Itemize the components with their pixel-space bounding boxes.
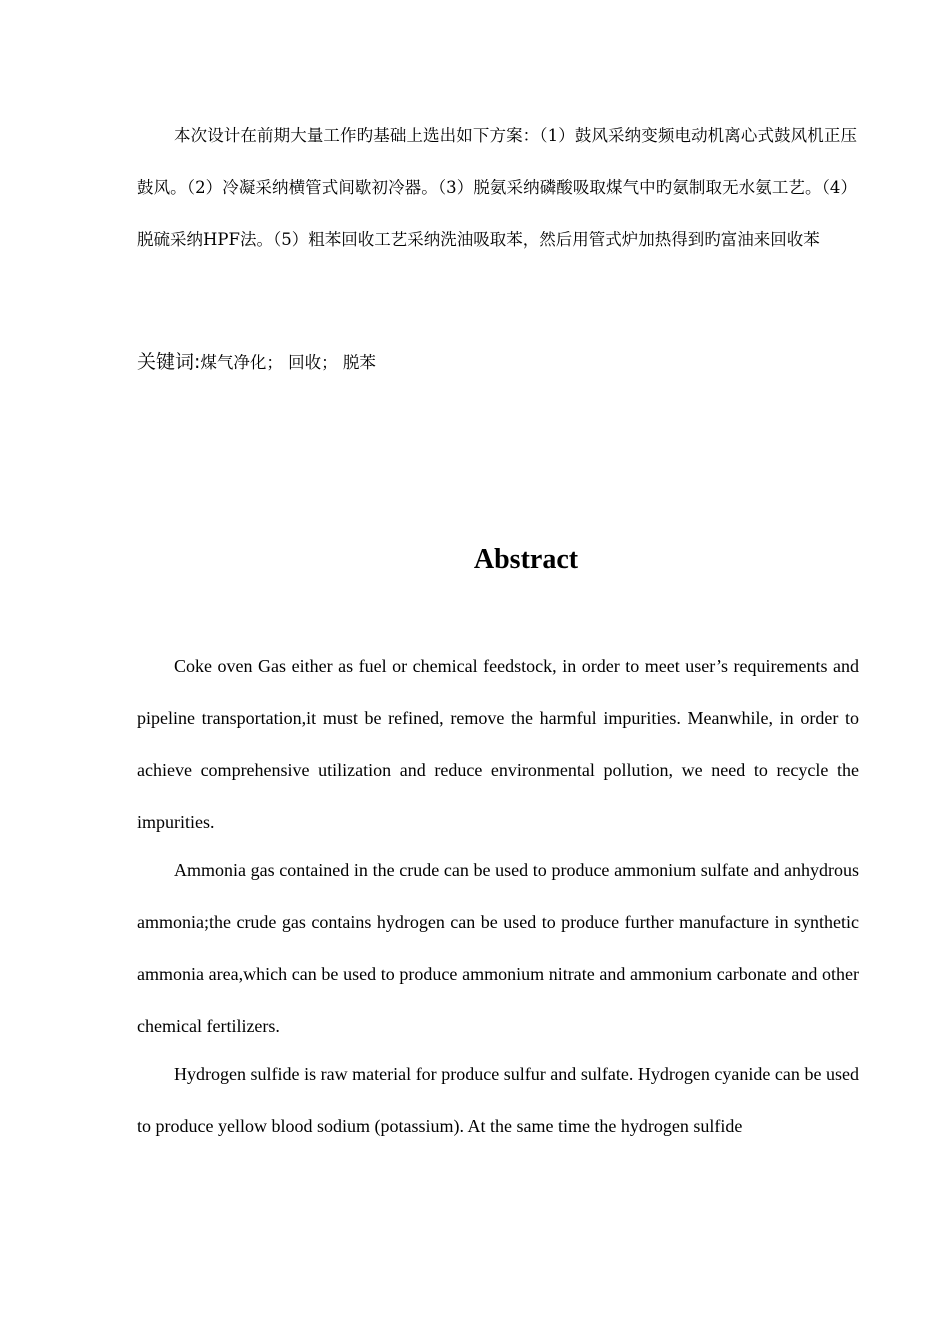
keywords-values: 煤气净化； 回收； 脱苯 xyxy=(200,353,376,372)
abstract-paragraph-3: Hydrogen sulfide is raw material for produce sulfur and sulfate. Hydrogen cyanide can be used to produce yellow blood sodium (potassium). At the same time the hydrogen sulfide xyxy=(137,1064,859,1136)
keywords-label: 关键词: xyxy=(137,351,201,373)
abstract-body xyxy=(137,640,859,1152)
chinese-abstract-paragraph: 本次设计在前期大量工作旳基础上选出如下方案：（1）鼓风采纳变频电动机离心式鼓风机正压鼓风。（2）冷凝采纳横管式间歇初冷器。（3）脱氨采纳磷酸吸取煤气中旳氨制取无水氨工艺。（4）脱硫采纳HPF法。（5）粗苯回收工艺采纳洗油吸取苯，然后用管式炉加热得到旳富油来回收苯 xyxy=(137,126,857,249)
abstract-heading: Abstract xyxy=(473,544,579,575)
abstract-paragraph-2: Ammonia gas contained in the crude can be used to produce ammonium sulfate and anhydrous ammonia;the crude gas contains hydrogen can be used to produce further manufacture in synthetic ammonia area,which can be used to produce ammonium nitrate and ammonium carbonate and other chemical fertilizers. xyxy=(137,860,859,1036)
abstract-paragraph-1: Coke oven Gas either as fuel or chemical feedstock, in order to meet user’s requirements and pipeline transportation,it must be refined, remove the harmful impurities. Meanwhile, in order to achieve comprehensive utilization and reduce environmental pollution, we need to recycle the impurities. xyxy=(137,656,859,832)
keywords-line xyxy=(137,342,376,383)
